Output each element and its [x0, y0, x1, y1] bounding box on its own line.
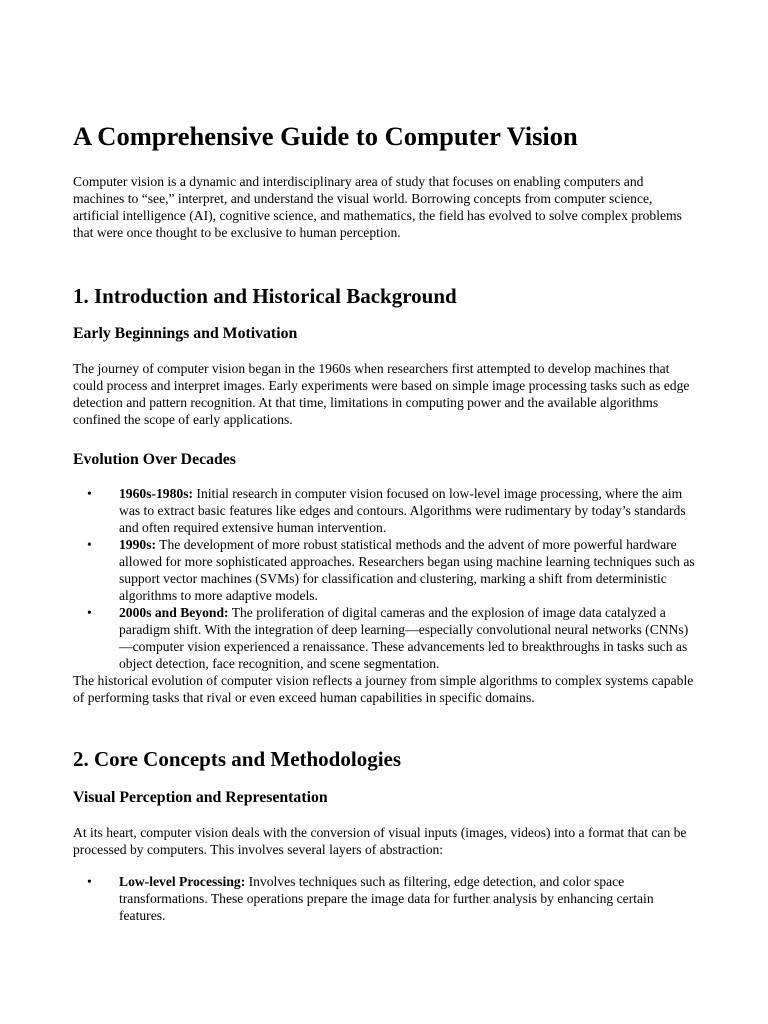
- processing-list: [73, 873, 695, 924]
- list-item-text: The proliferation of digital cameras and the explosion of image data catalyzed a paradigm shift. With the integration of deep learning—especially convolutional neural networks (CNNs)—computer vision experienced a renaissance. These advancements led to breakthroughs in tasks such as object detection, face recognition, and scene segmentation.: [119, 605, 689, 671]
- document-page: [73, 120, 695, 924]
- visual-perception-paragraph: At its heart, computer vision deals with the conversion of visual inputs (images, videos) into a format that can be processed by computers. This involves several layers of abstraction:: [73, 825, 687, 857]
- evolution-heading: Evolution Over Decades: [73, 451, 236, 468]
- list-item-term: Low-level Processing:: [119, 874, 246, 889]
- early-beginnings-paragraph: The journey of computer vision began in the 1960s when researchers first attempted to develop machines that could process and interpret images. Early experiments were based on simple image processing tasks such as edge detection and pattern recognition. At that time, limitations in computing power and the available algorithms confined the scope of early applications.: [73, 361, 690, 427]
- section-2-heading: 2. Core Concepts and Methodologies: [73, 747, 402, 771]
- document-title: A Comprehensive Guide to Computer Vision: [73, 121, 578, 151]
- bullet-icon: •: [87, 874, 92, 889]
- section-1-heading: 1. Introduction and Historical Background: [73, 284, 457, 308]
- list-item-text: Initial research in computer vision focused on low-level image processing, where the aim was to extract basic features like edges and contours. Algorithms were rudimentary by today’s standards and often required extensive human intervention.: [119, 486, 686, 535]
- list-item: [73, 536, 695, 604]
- list-item: [73, 485, 695, 536]
- intro-paragraph: Computer vision is a dynamic and interdisciplinary area of study that focuses on enabling computers and machines to “see,” interpret, and understand the visual world. Borrowing concepts from computer science, artificial intelligence (AI), cognitive science, and mathematics, the field has evolved to solve complex problems that were once thought to be exclusive to human perception.: [73, 174, 682, 240]
- list-item-text: Involves techniques such as filtering, edge detection, and color space transformations. These operations prepare the image data for further analysis by enhancing certain features.: [119, 874, 654, 923]
- list-item: [73, 604, 695, 672]
- bullet-icon: •: [87, 605, 92, 620]
- list-item-term: 1990s:: [119, 537, 157, 552]
- list-item-term: 1960s-1980s:: [119, 486, 194, 501]
- evolution-list: [73, 485, 695, 672]
- list-item: [73, 873, 695, 924]
- list-item-text: The development of more robust statistical methods and the advent of more powerful hardware allowed for more sophisticated approaches. Researchers began using machine learning techniques such as support vector machines (SVMs) for classification and clustering, marking a shift from deterministic algorithms to more adaptive models.: [119, 537, 695, 603]
- visual-perception-heading: Visual Perception and Representation: [73, 789, 328, 806]
- evolution-closing-paragraph: The historical evolution of computer vision reflects a journey from simple algorithms to complex systems capable of performing tasks that rival or even exceed human capabilities in specific domains.: [73, 673, 694, 705]
- bullet-icon: •: [87, 537, 92, 552]
- list-item-term: 2000s and Beyond:: [119, 605, 229, 620]
- early-beginnings-heading: Early Beginnings and Motivation: [73, 325, 298, 342]
- bullet-icon: •: [87, 486, 92, 501]
